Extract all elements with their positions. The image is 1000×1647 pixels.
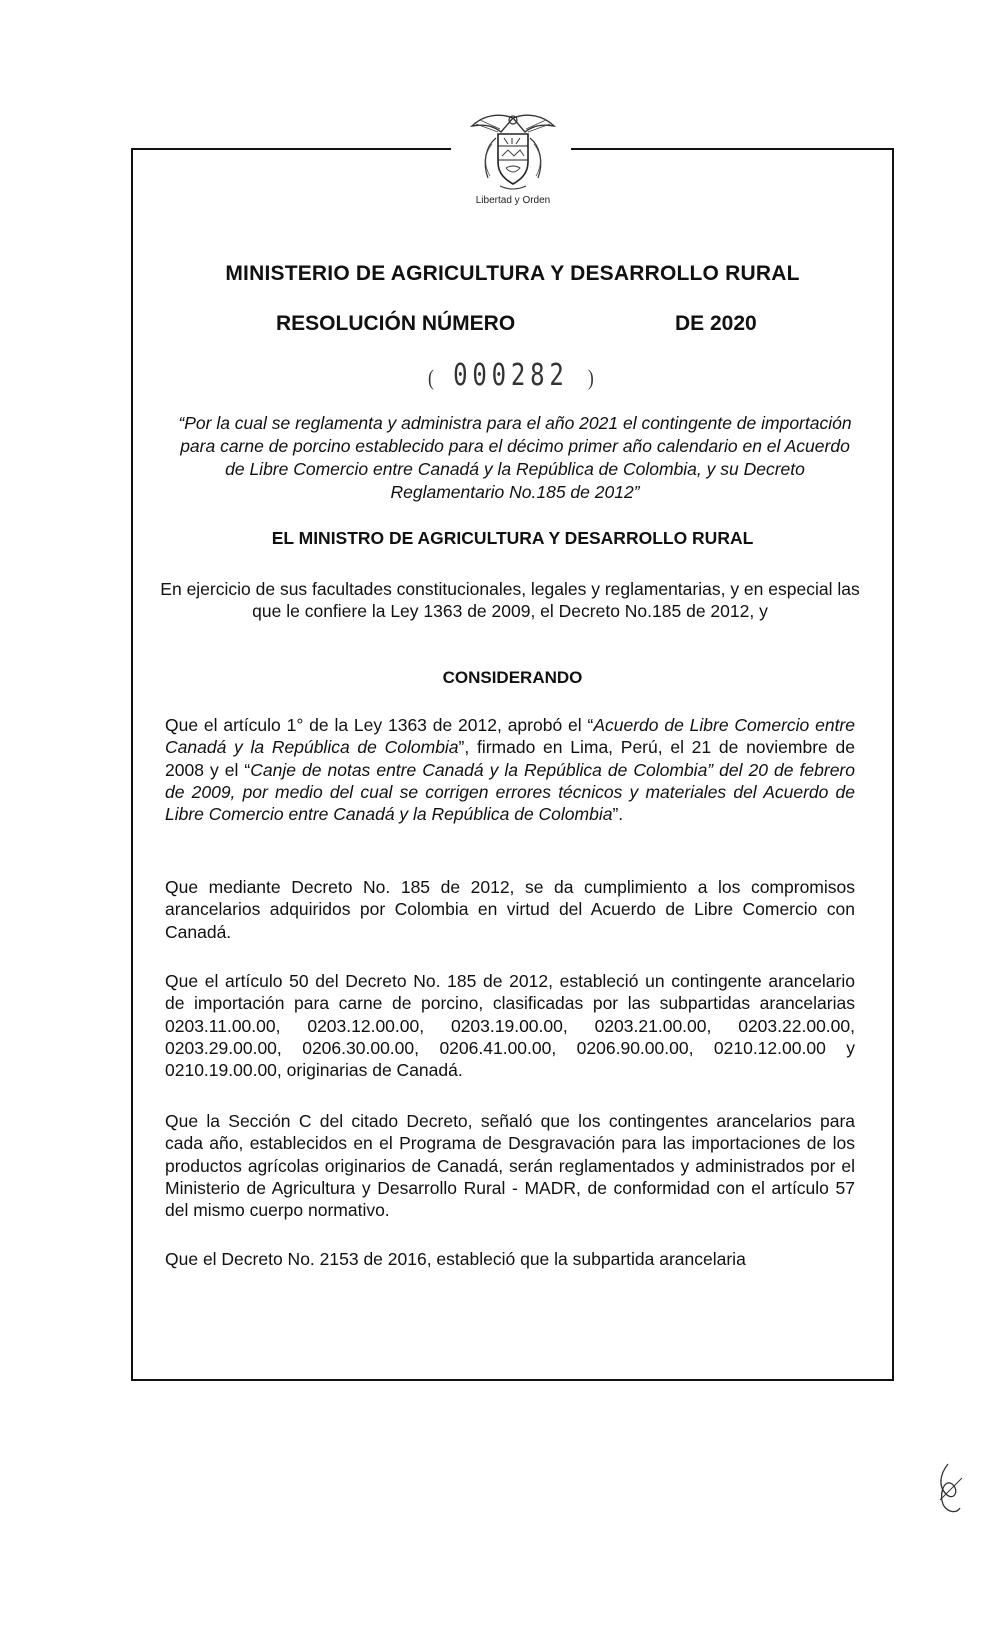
considerando-heading: CONSIDERANDO [442,668,583,687]
exercise-statement: En ejercicio de sus facultades constitucionales, legales y reglamentarias, y en especial las que le confiere la Ley 1363 de 2009, el Decreto No.185 de 2012, y [160,579,860,621]
seal-caption: Libertad y Orden [475,195,551,206]
paragraph-1 [165,714,855,825]
ministry-heading: MINISTERIO DE AGRICULTURA Y DESARROLLO RURAL [225,262,800,285]
p1-italic-d: Canje de notas entre Canadá y la República de Colombia” del 20 de febrero de 2009, por medio del cual se corrigen errores técnicos y materiales del Acuerdo de Libre Comercio entre Canadá y la República de Colombia [165,759,855,825]
resolution-title: “Por la cual se reglamenta y administra para el año 2021 el contingente de importación para carne de porcino establecido para el décimo primer año calendario en el Acuerdo de Libre Comercio entre Canadá y la República de Colombia, y su Decreto Reglamentario No.185 de 2012” [178,413,852,502]
coat-of-arms-icon [468,110,558,206]
p1-italic-b: Acuerdo de Libre Comercio entre Canadá y la República de Colombia [165,715,855,758]
paragraph-2: Que mediante Decreto No. 185 de 2012, se da cumplimiento a los compromisos arancelarios adquiridos por Colombia en virtud del Acuerdo de Libre Comercio con Canadá. [165,877,855,942]
p1-text-a: Que el artículo 1° de la Ley 1363 de 2012, aprobó el “ [165,715,594,735]
resolution-number-stamp [428,358,594,393]
stamp-open-bracket: ( [428,365,434,390]
paragraph-4: Que la Sección C del citado Decreto, señaló que los contingentes arancelarios para cada año, establecidos en el Programa de Desgravación para las importaciones de los productos agrícolas originarios de Canadá, serán reglamentados y administrados por el Ministerio de Agricultura y Desarrollo Rural - MADR, de conformidad con el artículo 57 del mismo cuerpo normativo. [165,1111,855,1221]
minister-heading: EL MINISTRO DE AGRICULTURA Y DESARROLLO RURAL [271,528,754,548]
paragraph-3: Que el artículo 50 del Decreto No. 185 de 2012, estableció un contingente arancelario de importación para carne de porcino, clasificadas por las subpartidas arancelarias 0203.11.00.00, 0203.12.00.00, 0203.19.00.00, 0203.21.00.00, 0203.22.00.00, 0203.29.00.00, 0206.30.00.00, 0206.41.00.00, 0206.90.00.00, 0210.12.00.00 y 0210.19.00.00, originarias de Canadá. [165,971,855,1081]
initials-signature-icon [930,1460,970,1520]
stamp-close-bracket: ) [587,365,594,390]
p1-text-c: ”, firmado en Lima, Perú, el 21 de noviembre de 2008 y el “ [165,737,855,780]
resolution-year: DE 2020 [675,312,757,335]
paragraph-5: Que el Decreto No. 2153 de 2016, estableció que la subpartida arancelaria [165,1249,746,1269]
resolution-label: RESOLUCIÓN NÚMERO [276,312,516,335]
p1-text-e: ”. [612,804,624,825]
resolution-number: 000282 [453,358,569,393]
